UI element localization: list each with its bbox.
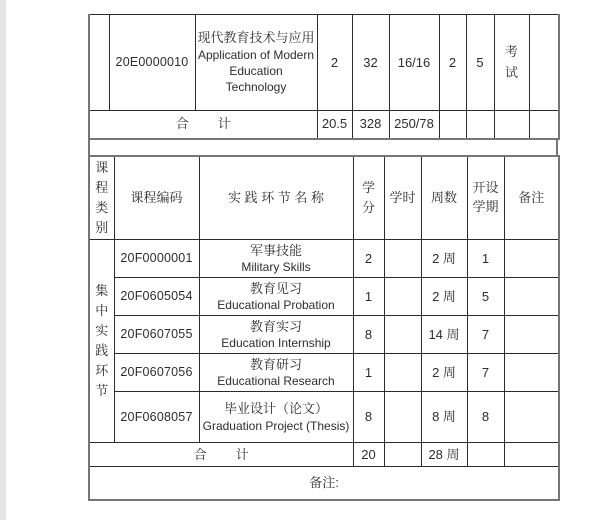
weeks-cell: 2 周: [421, 240, 467, 278]
course-name-zh: 现代教育技术与应用: [197, 30, 315, 46]
semester-hours-cell: 2: [439, 15, 466, 111]
header-note-cell: 备注: [504, 156, 559, 240]
header-weeks-cell: 周数: [421, 156, 467, 240]
credits-cell: 1: [353, 354, 384, 392]
course-code-cell: 20F0605054: [114, 278, 199, 316]
header-category-cell: [89, 156, 114, 240]
weeks-cell: 8 周: [421, 392, 467, 443]
weeks-cell: 2 周: [421, 354, 467, 392]
theory-course-table: [88, 14, 560, 140]
table-row: [89, 278, 559, 316]
total-credits-cell: 20: [353, 443, 384, 467]
table-row: [89, 240, 559, 278]
remark-row: [89, 467, 559, 500]
hours-cell: [384, 278, 421, 316]
table-row: [89, 316, 559, 354]
weeks-cell: 14 周: [421, 316, 467, 354]
note-cell: [529, 15, 559, 111]
total-credits-cell: 20.5: [317, 111, 352, 139]
header-semester-cell: [467, 156, 504, 240]
weeks-cell: 16/16: [389, 15, 439, 111]
empty-cell: [466, 111, 494, 139]
course-name-cell: [199, 316, 353, 354]
remark-cell: [89, 467, 559, 500]
semester-cell: 1: [467, 240, 504, 278]
course-name-en: Education Internship: [221, 336, 331, 351]
total-hours-cell: [384, 443, 421, 467]
header-name-cell: 实 践 环 节 名 称: [199, 156, 353, 240]
course-name-zh: 教育实习: [249, 318, 302, 334]
hours-cell: 32: [352, 15, 389, 111]
course-code-cell: 20E0000010: [109, 15, 195, 111]
semester-cell: 8: [467, 392, 504, 443]
course-name-cell: [199, 240, 353, 278]
empty-cell: [529, 111, 559, 139]
header-semester-label: 开设学期: [472, 179, 499, 214]
credits-cell: 8: [353, 316, 384, 354]
header-credits-label: 学分: [361, 179, 375, 215]
course-name-cell: [199, 392, 353, 443]
note-cell: [504, 392, 559, 443]
exam-type-cell: [494, 15, 529, 111]
table-gap: [88, 140, 558, 155]
exam-type-label: 考试: [504, 44, 518, 80]
page-edge-strip: [0, 0, 6, 520]
total-label-cell: [89, 111, 317, 139]
total-weeks-cell: 28 周: [421, 443, 467, 467]
course-code-cell: 20F0608057: [114, 392, 199, 443]
course-name-zh: 毕业设计（论文）: [223, 401, 328, 417]
hours-cell: [384, 316, 421, 354]
category-spacer-cell: [89, 15, 109, 111]
semester-cell: 5: [466, 15, 494, 111]
course-name-en: Military Skills: [241, 260, 311, 275]
empty-cell: [467, 443, 504, 467]
credits-cell: 1: [353, 278, 384, 316]
table-row: [89, 15, 559, 111]
course-name-en: Educational Research: [217, 374, 335, 389]
category-cell: [89, 240, 114, 443]
course-name-en: Educational Probation: [217, 298, 335, 313]
course-name-cell: [199, 354, 353, 392]
total-row: [89, 111, 559, 139]
total-label: 合 计: [175, 116, 231, 132]
course-name-cell: [195, 15, 317, 111]
course-name-zh: 教育见习: [249, 280, 302, 296]
header-row: [89, 156, 559, 240]
empty-cell: [494, 111, 529, 139]
header-hours-cell: 学时: [384, 156, 421, 240]
total-row: [89, 443, 559, 467]
total-weeks-cell: 250/78: [389, 111, 439, 139]
table-row: [89, 354, 559, 392]
course-code-cell: 20F0607056: [114, 354, 199, 392]
note-cell: [504, 278, 559, 316]
course-code-cell: 20F0000001: [114, 240, 199, 278]
header-category-label: 课程类别: [95, 159, 109, 235]
practice-course-table: [88, 155, 560, 501]
note-cell: [504, 240, 559, 278]
weeks-cell: 2 周: [421, 278, 467, 316]
semester-cell: 5: [467, 278, 504, 316]
course-name-cell: [199, 278, 353, 316]
table-row: [89, 392, 559, 443]
total-label: 合 计: [193, 446, 249, 462]
hours-cell: [384, 354, 421, 392]
note-cell: [504, 316, 559, 354]
note-cell: [504, 354, 559, 392]
total-hours-cell: 328: [352, 111, 389, 139]
course-name-zh: 军事技能: [249, 242, 302, 258]
empty-cell: [439, 111, 466, 139]
header-code-cell: 课程编码: [114, 156, 199, 240]
remark-label: 备注:: [309, 475, 339, 491]
semester-cell: 7: [467, 354, 504, 392]
credits-cell: 2: [353, 240, 384, 278]
course-code-cell: 20F0607055: [114, 316, 199, 354]
header-credits-cell: [353, 156, 384, 240]
credits-cell: 8: [353, 392, 384, 443]
hours-cell: [384, 392, 421, 443]
course-name-en: Graduation Project (Thesis): [202, 418, 350, 433]
credits-cell: 2: [317, 15, 352, 111]
category-label: 集中实践环节: [95, 282, 109, 399]
course-name-zh: 教育研习: [249, 356, 302, 372]
hours-cell: [384, 240, 421, 278]
total-label-cell: [89, 443, 353, 467]
course-name-en: Application of Modern Education Technology: [197, 47, 315, 95]
semester-cell: 7: [467, 316, 504, 354]
curriculum-tables: [88, 14, 558, 501]
empty-cell: [504, 443, 559, 467]
